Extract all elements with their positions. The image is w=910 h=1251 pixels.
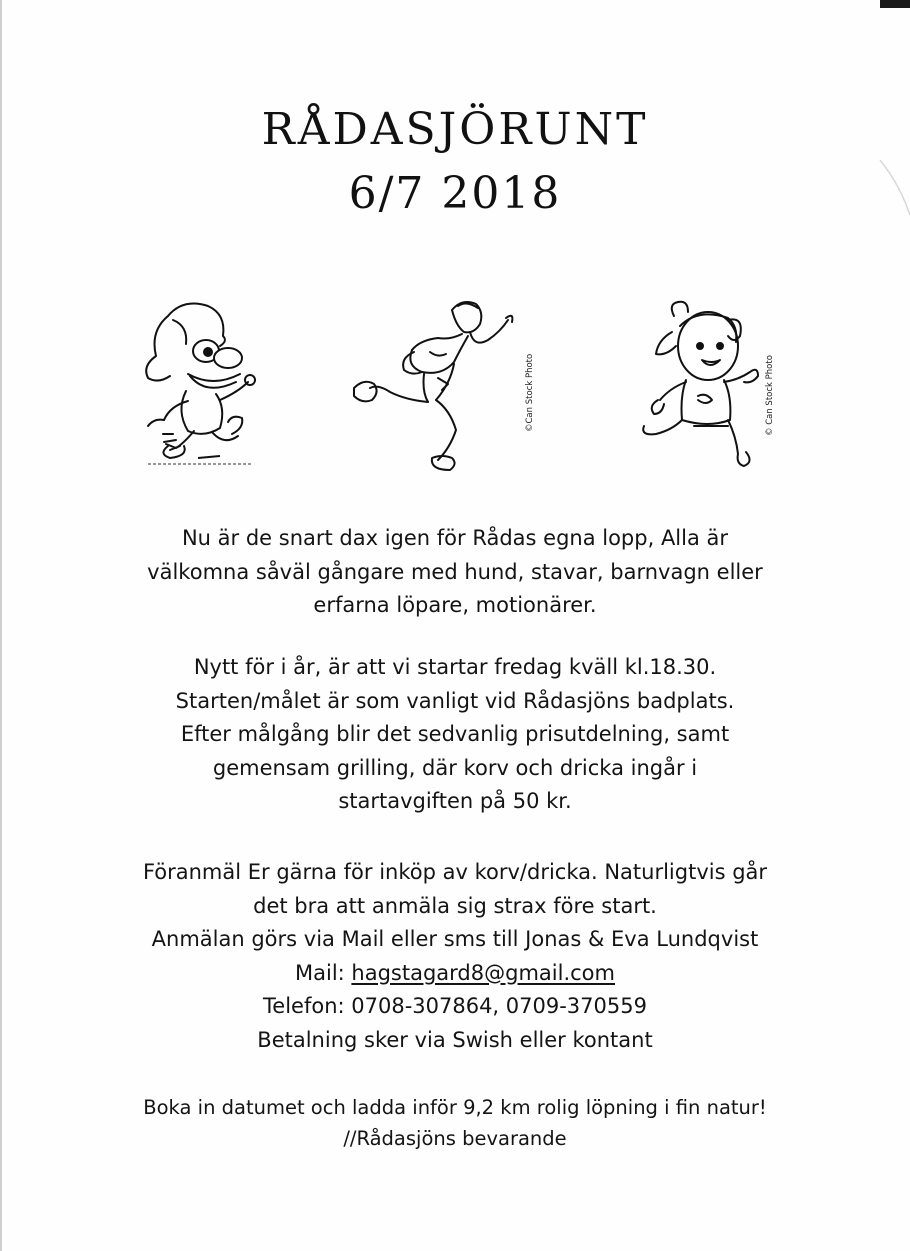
- athlete-runner-icon: [342, 292, 542, 482]
- details-paragraph: [60, 651, 850, 819]
- details-line: Efter målgång blir det sedvanlig prisutdelning, samt: [180, 722, 730, 746]
- illustration-2-credit: ©Can Stock Photo: [525, 353, 535, 432]
- mail-line: [60, 957, 850, 991]
- details-line: startavgiften på 50 kr.: [338, 789, 572, 813]
- details-line: gemensam grilling, där korv och dricka ingår i: [212, 755, 698, 780]
- details-line: Starten/målet är som vanligt vid Rådasjöns badplats.: [175, 688, 735, 713]
- registration-line: det bra att anmäla sig strax före start.: [253, 893, 657, 918]
- intro-line: välkomna såväl gångare med hund, stavar, barnvagn eller: [147, 559, 763, 584]
- email-link[interactable]: hagstagard8@gmail.com: [351, 960, 615, 985]
- intro-paragraph: [60, 522, 850, 623]
- payment-line: Betalning sker via Swish eller kontant: [257, 1027, 653, 1052]
- phone-line: Telefon: 0708-307864, 0709-370559: [263, 994, 647, 1018]
- closing-line: Boka in datumet och ladda inför 9,2 km rolig löpning i fin natur!: [143, 1096, 767, 1119]
- cartoon-boy-runner-icon: [128, 296, 268, 481]
- details-line: Nytt för i år, är att vi startar fredag kväll kl.18.30.: [193, 655, 717, 679]
- intro-line: erfarna löpare, motionärer.: [313, 593, 597, 617]
- mail-label: Mail:: [295, 960, 352, 985]
- event-date: 6/7 2018: [348, 168, 562, 219]
- intro-line: Nu är de snart dax igen för Rådas egna lopp, Alla är: [181, 526, 729, 550]
- signature-line: //Rådasjöns bevarande: [343, 1127, 567, 1150]
- event-title: RÅDASJÖRUNT: [261, 104, 649, 155]
- cartoon-girl-runner-icon: [628, 296, 778, 481]
- scan-corner-mark: [880, 0, 910, 8]
- illustration-3-credit: © Can Stock Photo: [765, 355, 775, 436]
- registration-paragraph: [60, 856, 850, 1057]
- registration-line: Anmälan görs via Mail eller sms till Jonas & Eva Lundqvist: [151, 927, 759, 951]
- registration-line: Föranmäl Er gärna för inköp av korv/dricka. Naturligtvis går: [142, 860, 768, 884]
- closing-paragraph: [60, 1092, 850, 1154]
